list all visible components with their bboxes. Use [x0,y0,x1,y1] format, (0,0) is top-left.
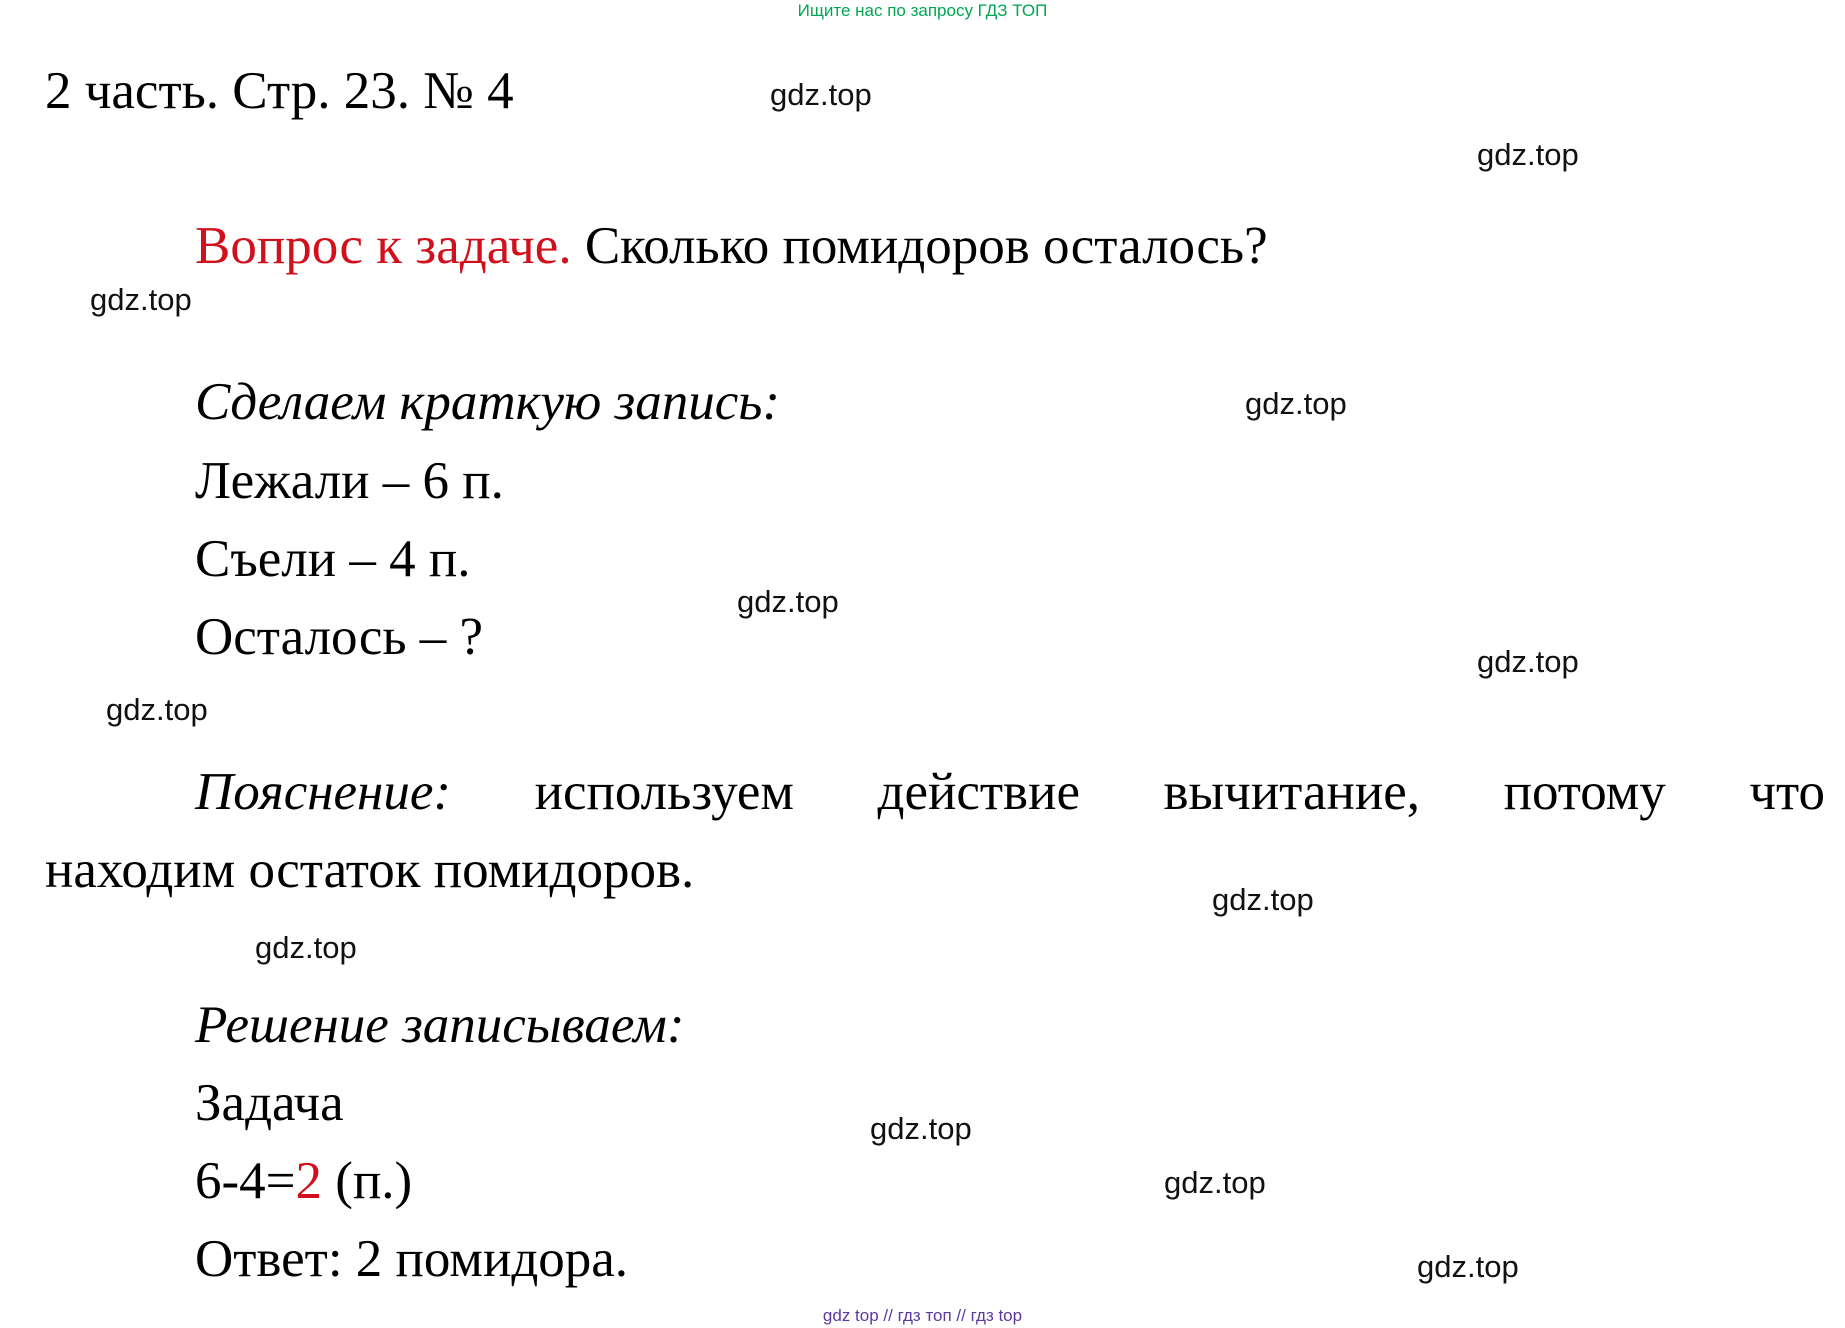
watermark: gdz.top [1477,644,1579,679]
question-label: Вопрос к задаче. [195,217,572,275]
watermark: gdz.top [255,930,357,965]
explanation-word: действие [877,763,1080,821]
watermark: gdz.top [1245,386,1347,421]
short-record-line: Лежали – 6 п. [195,452,504,510]
explanation-line [195,762,1825,822]
expression-unit: (п.) [322,1152,413,1210]
question-text: Сколько помидоров осталось? [571,217,1268,275]
explanation-word: потому [1503,763,1666,821]
page-title: 2 часть. Стр. 23. № 4 [45,62,514,120]
top-banner: Ищите нас по запросу ГДЗ ТОП [797,1,1048,20]
watermark: gdz.top [770,77,872,112]
explanation-word: используем [534,763,794,821]
short-record-line: Съели – 4 п. [195,530,471,588]
solution-expression [195,1151,412,1211]
short-record-line: Осталось – ? [195,608,484,666]
solution-heading: Решение записываем: [195,996,685,1054]
expression-left: 6-4= [195,1152,296,1210]
solution-answer: Ответ: 2 помидора. [195,1230,629,1288]
watermark: gdz.top [1164,1165,1266,1200]
watermark: gdz.top [870,1111,972,1146]
explanation-word: что [1749,763,1825,821]
watermark: gdz.top [1417,1249,1519,1284]
short-record-heading: Сделаем краткую запись: [195,373,781,431]
task-question [195,216,1268,276]
bottom-banner: gdz top // гдз топ // гдз top [822,1306,1023,1325]
explanation-label: Пояснение: [195,763,452,821]
explanation-continuation: находим остаток помидоров. [45,841,695,899]
watermark: gdz.top [90,282,192,317]
explanation-word: вычитание, [1163,763,1421,821]
watermark: gdz.top [737,584,839,619]
solution-task-label: Задача [195,1074,344,1132]
expression-result: 2 [295,1152,323,1210]
watermark: gdz.top [106,692,208,727]
watermark: gdz.top [1212,882,1314,917]
watermark: gdz.top [1477,137,1579,172]
